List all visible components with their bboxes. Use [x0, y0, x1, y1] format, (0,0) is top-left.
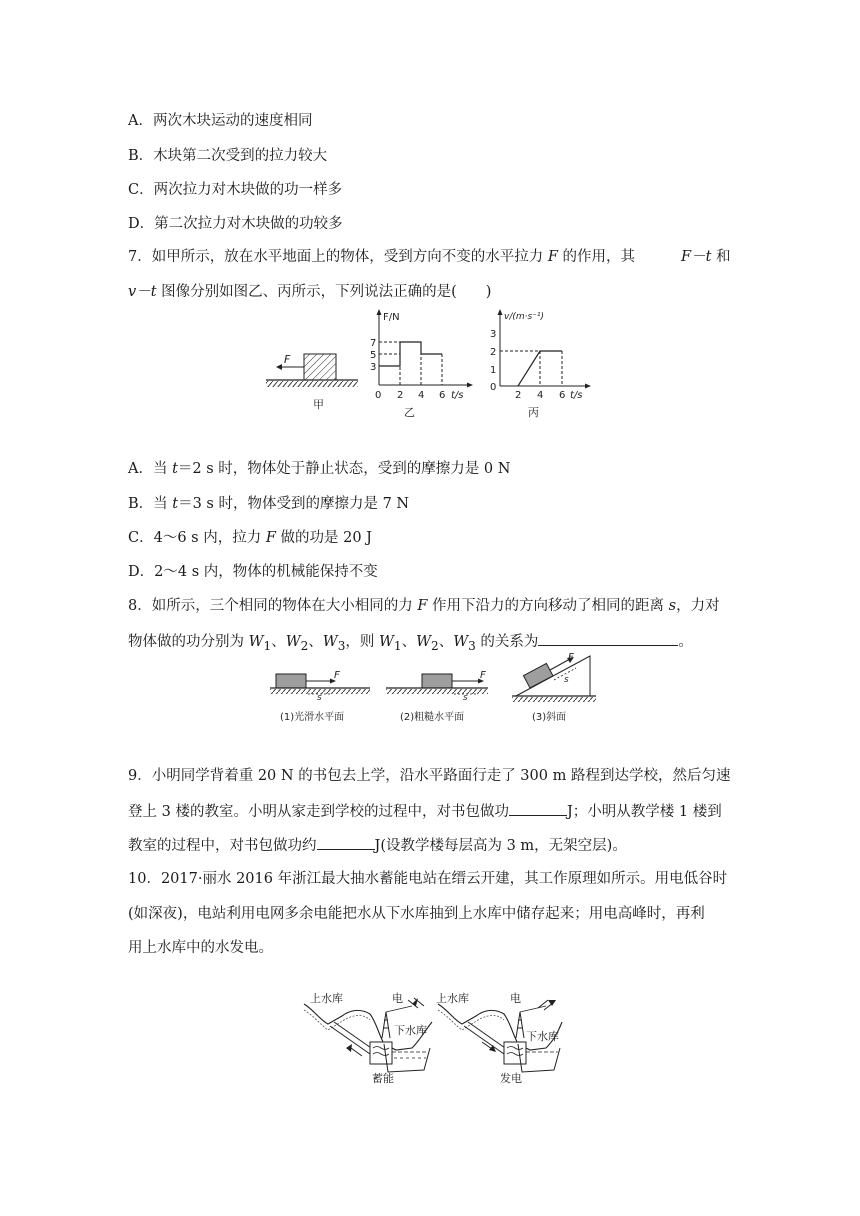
q8-figure-incline: [510, 652, 600, 728]
q7-figure-bing: [482, 306, 594, 424]
q7-option-c: C．4～6 s 内，拉力 F 做的功是 20 J: [128, 530, 372, 546]
q10-figure-storage: [300, 992, 438, 1086]
q10-line1: 10．2017·丽水 2016 年浙江最大抽水蓄能电站在缙云开建，其工作原理如所示。用电低谷时: [128, 871, 728, 887]
q7-option-a: A．当 t＝2 s 时，物体处于静止状态，受到的摩擦力是 0 N: [128, 461, 511, 477]
q8-fig1-distance-label: s: [317, 693, 322, 703]
q7-yi-ytick: 7: [370, 338, 377, 349]
q7-option-d: D．2～4 s 内，物体的机械能保持不变: [128, 564, 378, 580]
q6-option-c: C．两次拉力对木块做的功一样多: [128, 182, 343, 198]
q7-yi-caption: 乙: [404, 406, 415, 419]
q7-bing-xtick: 2: [515, 390, 522, 401]
q7-bing-ytick: 3: [490, 329, 497, 340]
q10-line3: 用上水库中的水发电。: [128, 940, 273, 956]
q9-answer-blank-2: [317, 835, 375, 850]
q10-fig1-lower-label: 下水库: [394, 1024, 427, 1037]
q9-answer-blank-1: [509, 801, 567, 816]
q8-fig3-force-label: F: [568, 652, 574, 663]
q10-fig2-upper-label: 上水库: [436, 992, 469, 1005]
q7-bing-xtick: 6: [559, 390, 566, 401]
q7-bing-ytick: 2: [490, 347, 497, 358]
q7-yi-xtick: 4: [418, 390, 425, 401]
q9-line3: 教室的过程中，对书包做功约 J(设教学楼每层高为 3 m，无架空层)。: [128, 835, 627, 856]
q8-fig2-force-label: F: [480, 670, 486, 681]
q7-figure-jia: [262, 352, 362, 424]
q10-figure-generation: [434, 992, 564, 1086]
q9-line2: 登上 3 楼的教室。小明从家走到学校的过程中，对书包做功 J；小明从教学楼 1 楼到: [128, 801, 722, 822]
q7-bing-xlabel: t/s: [570, 390, 583, 401]
q8-fig2-caption: (2)粗糙水平面: [400, 712, 465, 723]
q8-stem-line2: 物体做的功分别为 $W_1$、$W_2$、$W_3$，则 $W_1$、$W_2$、$W_3$ 的关系为 。: [128, 631, 693, 656]
q7-bing-ytick: 0: [490, 382, 497, 393]
q7-yi-xtick: 2: [397, 390, 404, 401]
q7-yi-xtick: 0: [375, 390, 382, 401]
q7-yi-ytick: 3: [370, 362, 377, 373]
q10-fig2-electricity-label: 电: [510, 992, 521, 1005]
q9-line1: 9．小明同学背着重 20 N 的书包去上学，沿水平路面行走了 300 m 路程到达学校，然后匀速: [128, 768, 731, 784]
q10-fig1-electricity-label: 电: [392, 992, 403, 1005]
q10-fig2-lower-label: 下水库: [526, 1030, 559, 1043]
q7-jia-caption: 甲: [313, 398, 324, 411]
q7-bing-ylabel: v/(m·s⁻¹): [504, 312, 545, 322]
q7-yi-xtick: 6: [439, 390, 446, 401]
q7-stem-line2: v－t 图像分别如图乙、丙所示，下列说法正确的是( ): [128, 284, 492, 300]
q7-yi-ylabel: F/N: [383, 312, 400, 323]
q7-bing-caption: 丙: [528, 406, 539, 419]
q6-option-a: A．两次木块运动的速度相同: [128, 113, 313, 129]
q10-fig2-caption: 发电: [500, 1072, 522, 1085]
q7-yi-ytick: 5: [370, 350, 377, 361]
q7-stem-line1: 7．如甲所示，放在水平地面上的物体，受到方向不变的水平拉力 F 的作用，其 F－t 和: [128, 249, 731, 265]
q8-fig1-force-label: F: [334, 670, 340, 681]
q7-bing-xtick: 4: [537, 390, 544, 401]
q8-fig3-caption: (3)斜面: [532, 712, 567, 723]
q8-fig2-distance-label: s: [463, 693, 468, 703]
q8-answer-blank: [538, 631, 678, 646]
q8-figure-smooth: [268, 668, 372, 726]
q8-figure-rough: [384, 668, 490, 726]
q10-fig1-upper-label: 上水库: [310, 992, 343, 1005]
q10-fig1-caption: 蓄能: [372, 1072, 394, 1085]
q7-jia-force-label: F: [284, 353, 291, 366]
q7-option-b: B．当 t＝3 s 时，物体受到的摩擦力是 7 N: [128, 496, 410, 512]
q6-option-b: B．木块第二次受到的拉力较大: [128, 148, 328, 164]
q7-bing-ytick: 1: [490, 365, 497, 376]
q7-yi-xlabel: t/s: [451, 390, 464, 401]
q8-stem-line1: 8．如所示，三个相同的物体在大小相同的力 F 作用下沿力的方向移动了相同的距离 s，力对: [128, 598, 720, 614]
q6-option-d: D．第二次拉力对木块做的功较多: [128, 216, 343, 232]
q7-figure-yi: [362, 306, 474, 424]
q8-fig3-distance-label: s: [564, 675, 569, 685]
q10-line2: (如深夜)，电站利用电网多余电能把水从下水库抽到上水库中储存起来；用电高峰时，再利: [128, 906, 705, 922]
q8-fig1-caption: (1)光滑水平面: [280, 712, 345, 723]
